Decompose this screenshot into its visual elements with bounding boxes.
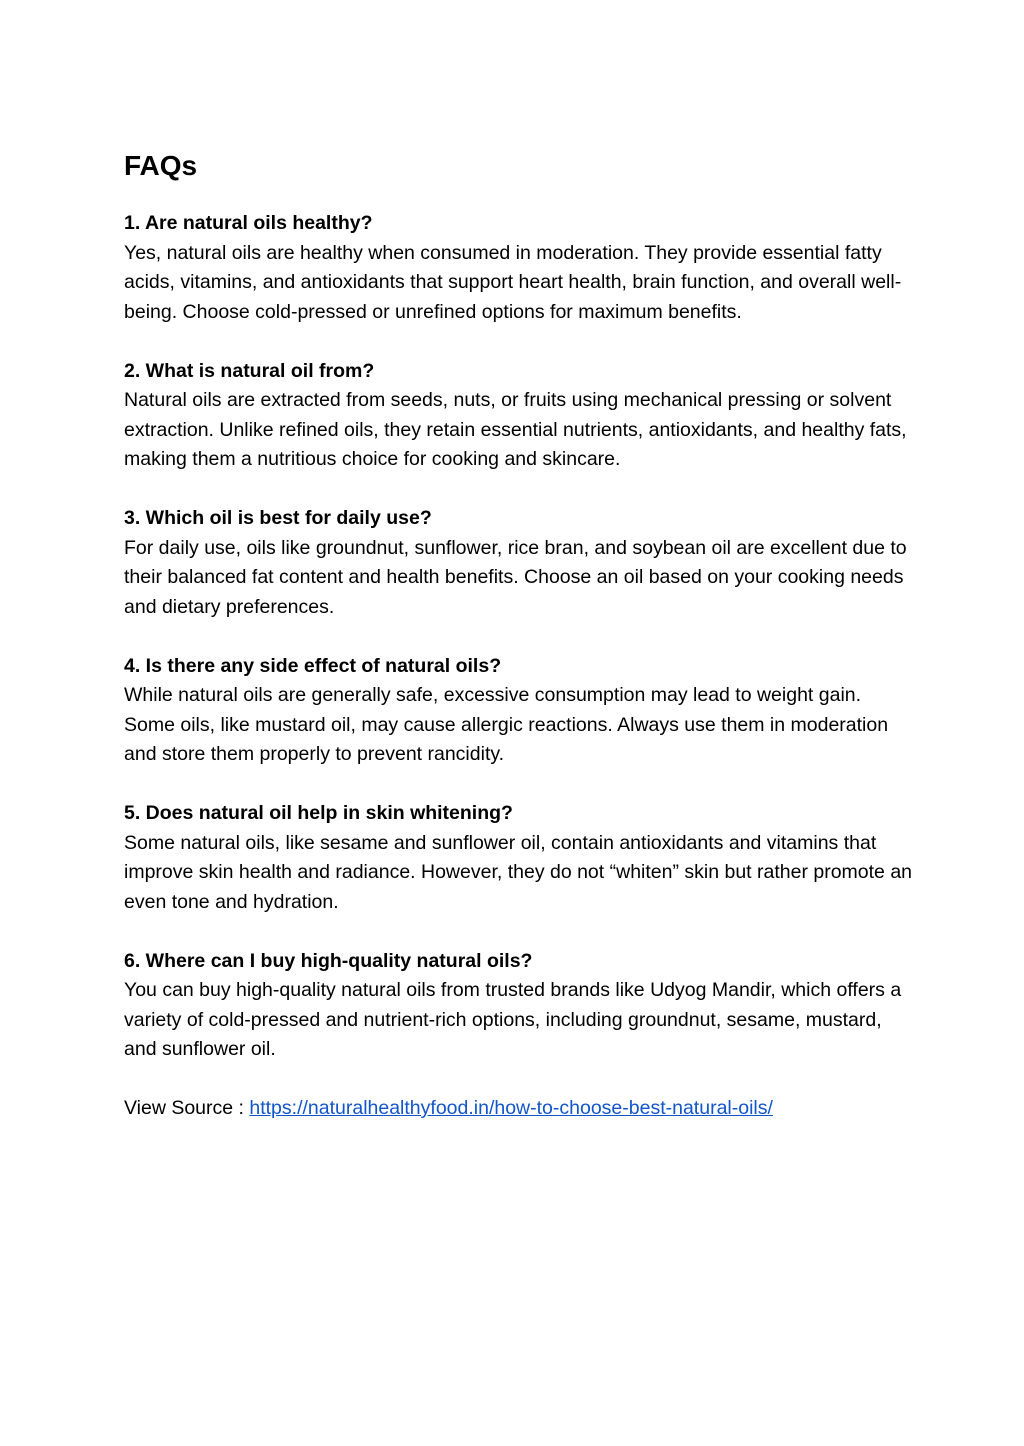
page-title: FAQs xyxy=(124,150,198,181)
faq-item-4 xyxy=(124,652,914,770)
faq-question: 6. Where can I buy high-quality natural oils? xyxy=(124,949,533,972)
faq-item-2 xyxy=(124,357,914,475)
faq-answer: Natural oils are extracted from seeds, nuts, or fruits using mechanical pressing or solvent extraction. Unlike refined oils, they retain essential nutrients, antioxidants, and healthy fats, making them a nutritious choice for cooking and skincare. xyxy=(124,389,907,470)
faq-question: 1. Are natural oils healthy? xyxy=(124,212,373,234)
faq-item-3 xyxy=(124,504,914,622)
faq-answer: While natural oils are generally safe, excessive consumption may lead to weight gain. Some oils, like mustard oil, may cause allergic reactions. Always use them in moderation and store them properly to prevent rancidity. xyxy=(124,684,889,765)
faq-question: 5. Does natural oil help in skin whitening? xyxy=(124,802,513,824)
source-label: View Source : xyxy=(124,1097,250,1119)
faq-question: 3. Which oil is best for daily use? xyxy=(124,507,432,529)
faq-answer: For daily use, oils like groundnut, sunflower, rice bran, and soybean oil are excellent due to their balanced fat content and health benefits. Choose an oil based on your cooking needs and dietary preferences. xyxy=(124,536,907,618)
document-page xyxy=(124,146,914,1124)
source-line xyxy=(124,1094,914,1124)
faq-answer: Yes, natural oils are healthy when consumed in moderation. They provide essential fatty acids, vitamins, and antioxidants that support heart health, brain function, and overall well-being. Choose cold-pressed or unrefined options for maximum benefits. xyxy=(124,241,902,323)
faq-item-1 xyxy=(124,209,914,327)
faq-list xyxy=(124,209,914,1065)
faq-question: 2. What is natural oil from? xyxy=(124,359,375,382)
faq-answer: Some natural oils, like sesame and sunflower oil, contain antioxidants and vitamins that improve skin health and radiance. However, they do not “whiten” skin but rather promote an even tone and hydration. xyxy=(124,831,913,913)
faq-question: 4. Is there any side effect of natural oils? xyxy=(124,654,502,677)
faq-item-5 xyxy=(124,799,914,917)
faq-item-6 xyxy=(124,947,914,1065)
faq-answer: You can buy high-quality natural oils from trusted brands like Udyog Mandir, which offers a variety of cold-pressed and nutrient-rich options, including groundnut, sesame, mustard, and sunflower oil. xyxy=(124,979,902,1060)
source-link[interactable]: https://naturalhealthyfood.in/how-to-choose-best-natural-oils/ xyxy=(249,1097,773,1119)
